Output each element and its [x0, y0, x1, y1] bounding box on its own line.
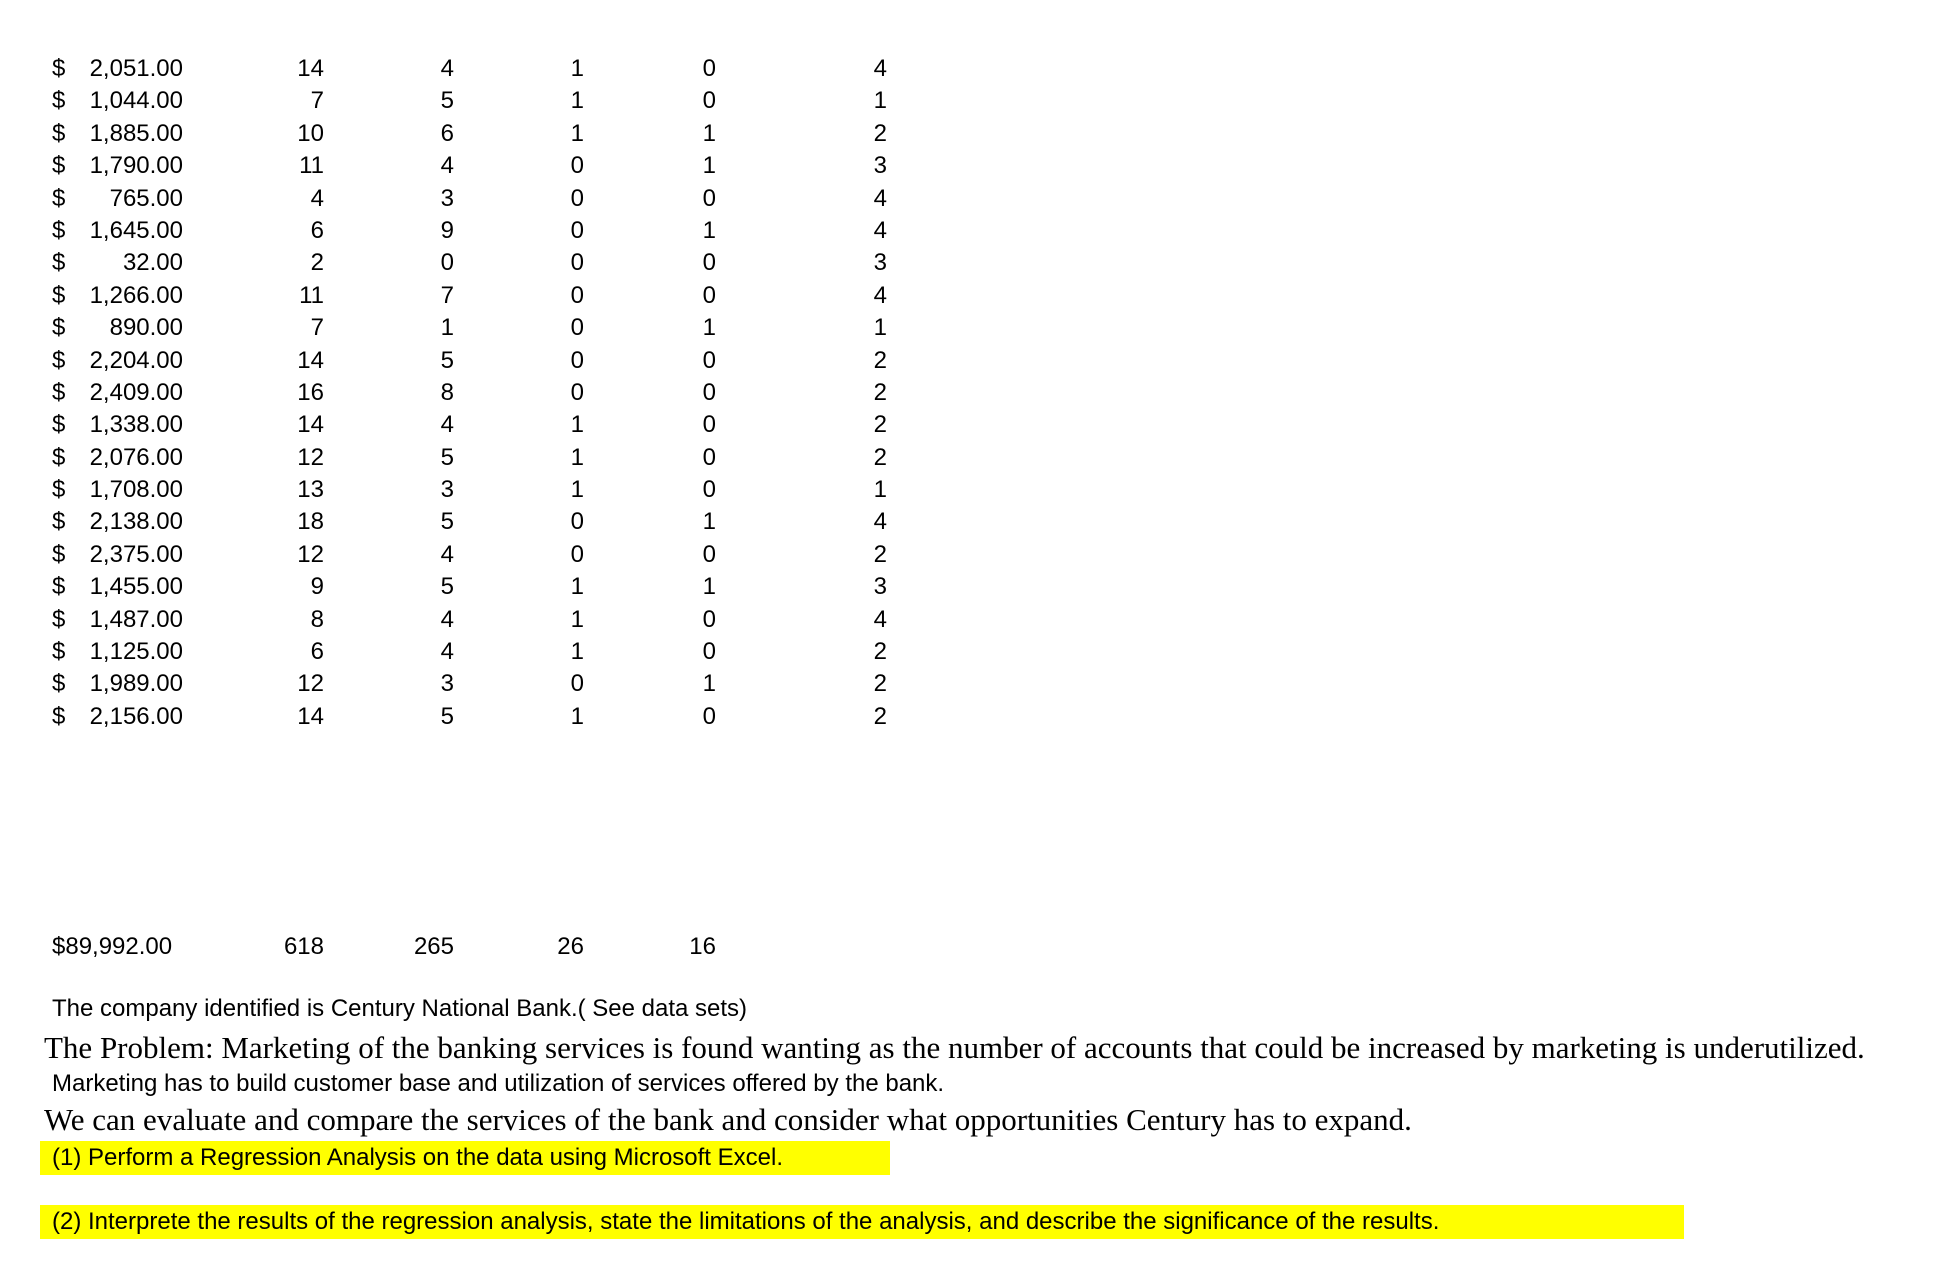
col-4-cell: 0 [702, 605, 716, 633]
col-5-cell: 3 [873, 573, 887, 601]
col-3-cell: 0 [570, 540, 584, 568]
col-3-cell: 1 [570, 573, 584, 601]
col-2-cell: 1 [440, 314, 454, 342]
col-2-cell: 5 [440, 508, 454, 536]
col-5-cell: 4 [873, 216, 887, 244]
amount-cell: 2,051.00 [89, 55, 183, 82]
dollar-sign: $ [52, 573, 66, 601]
col-3-cell: 0 [570, 346, 584, 374]
col-2-cell: 3 [440, 476, 454, 504]
col-4-cell: 1 [702, 119, 716, 147]
task-2-highlight [40, 1205, 1684, 1239]
col-4-cell: 0 [702, 87, 716, 115]
col-5-cell: 1 [873, 87, 887, 115]
dollar-sign: $ [52, 476, 66, 504]
col-3-cell: 0 [570, 249, 584, 277]
col-5-cell: 4 [873, 605, 887, 633]
col-2-cell: 4 [440, 638, 454, 666]
total-col-3: 26 [557, 933, 584, 960]
col-5-cell: 2 [873, 702, 887, 730]
col-1-cell: 14 [297, 702, 324, 730]
col-4-cell: 1 [702, 314, 716, 342]
col-1-cell: 16 [297, 378, 324, 406]
amount-cell: 32.00 [122, 249, 183, 277]
col-3-cell: 0 [570, 216, 584, 244]
col-1-cell: 18 [297, 508, 324, 536]
col-1-cell: 12 [297, 670, 324, 698]
col-1-cell: 13 [297, 476, 324, 504]
amount-cell: 1,645.00 [89, 216, 183, 244]
col-1-cell: 11 [299, 152, 324, 180]
col-2-cell: 6 [440, 119, 454, 147]
amount-cell: 1,125.00 [89, 638, 183, 666]
col-2-cell: 5 [440, 346, 454, 374]
col-2-cell: 3 [440, 184, 454, 212]
col-2-cell: 5 [440, 702, 454, 730]
col-2-cell: 5 [440, 573, 454, 601]
col-1-cell: 7 [310, 87, 324, 115]
col-3-cell: 1 [570, 605, 584, 633]
col-1-cell: 12 [297, 443, 324, 471]
col-1-cell: 11 [299, 281, 324, 309]
col-2-cell: 7 [440, 281, 454, 309]
col-3-cell: 0 [570, 152, 584, 180]
total-col-2: 265 [413, 933, 454, 960]
col-3-cell: 0 [570, 184, 584, 212]
dollar-sign: $ [52, 281, 66, 309]
col-4-cell: 0 [702, 184, 716, 212]
col-1-cell: 4 [310, 184, 324, 212]
col-3-cell: 1 [570, 411, 584, 439]
col-1-cell: 12 [297, 540, 324, 568]
task-2-text: (2) Interprete the results of the regression analysis, state the limitations of the analysis, and describe the significance of the results. [52, 1208, 1440, 1235]
col-3-cell: 1 [570, 119, 584, 147]
dollar-sign: $ [52, 508, 66, 536]
dollar-sign: $ [52, 411, 66, 439]
amount-cell: 1,338.00 [89, 411, 183, 439]
col-2-cell: 4 [440, 411, 454, 439]
col-5-cell: 2 [873, 346, 887, 374]
col-5-cell: 4 [873, 55, 887, 82]
col-5-cell: 2 [873, 119, 887, 147]
amount-cell: 1,455.00 [89, 573, 183, 601]
total-amount: $89,992.00 [52, 933, 173, 960]
col-4-cell: 0 [702, 638, 716, 666]
col-4-cell: 0 [702, 55, 716, 82]
col-5-cell: 3 [873, 152, 887, 180]
dollar-sign: $ [52, 152, 66, 180]
col-5-cell: 2 [873, 378, 887, 406]
amount-cell: 2,156.00 [89, 702, 183, 730]
dollar-sign: $ [52, 346, 66, 374]
col-4-cell: 0 [702, 378, 716, 406]
dollar-sign: $ [52, 119, 66, 147]
col-4-cell: 0 [702, 281, 716, 309]
dollar-sign: $ [52, 605, 66, 633]
col-5-cell: 2 [873, 638, 887, 666]
col-3-cell: 1 [570, 55, 584, 82]
col-1-cell: 14 [297, 411, 324, 439]
col-3-cell: 1 [570, 702, 584, 730]
amount-cell: 1,790.00 [89, 152, 183, 180]
dollar-sign: $ [52, 216, 66, 244]
dollar-sign: $ [52, 314, 66, 342]
col-3-cell: 0 [570, 281, 584, 309]
col-4-cell: 0 [702, 346, 716, 374]
col-2-cell: 5 [440, 87, 454, 115]
col-1-cell: 8 [310, 605, 324, 633]
col-4-cell: 0 [702, 249, 716, 277]
evaluate-statement: We can evaluate and compare the services of the bank and consider what opportunities Century has to expand. [44, 1102, 1412, 1137]
amount-cell: 2,375.00 [89, 540, 183, 568]
dollar-sign: $ [52, 87, 66, 115]
problem-statement: The Problem: Marketing of the banking services is found wanting as the number of accounts that could be increased by marketing is underutilized. [44, 1030, 1865, 1065]
col-4-cell: 0 [702, 476, 716, 504]
col-5-cell: 2 [873, 411, 887, 439]
dollar-sign: $ [52, 249, 66, 277]
task-1-text: (1) Perform a Regression Analysis on the data using Microsoft Excel. [52, 1144, 783, 1171]
dollar-sign: $ [52, 670, 66, 698]
col-1-cell: 14 [297, 55, 324, 82]
amount-cell: 2,138.00 [89, 508, 183, 536]
amount-cell: 890.00 [109, 314, 183, 342]
col-2-cell: 5 [440, 443, 454, 471]
col-1-cell: 2 [310, 249, 324, 277]
dollar-sign: $ [52, 184, 66, 212]
col-5-cell: 1 [873, 314, 887, 342]
col-5-cell: 2 [873, 670, 887, 698]
col-2-cell: 9 [440, 216, 454, 244]
col-1-cell: 14 [297, 346, 324, 374]
dollar-sign: $ [52, 638, 66, 666]
col-5-cell: 4 [873, 281, 887, 309]
total-col-1: 618 [283, 933, 324, 960]
col-2-cell: 4 [440, 605, 454, 633]
col-3-cell: 1 [570, 638, 584, 666]
col-2-cell: 3 [440, 670, 454, 698]
amount-cell: 1,044.00 [89, 87, 183, 115]
col-2-cell: 4 [440, 152, 454, 180]
dollar-sign: $ [52, 55, 66, 82]
col-4-cell: 0 [702, 702, 716, 730]
col-1-cell: 7 [310, 314, 324, 342]
col-3-cell: 0 [570, 670, 584, 698]
col-3-cell: 0 [570, 378, 584, 406]
dollar-sign: $ [52, 443, 66, 471]
dollar-sign: $ [52, 378, 66, 406]
col-2-cell: 8 [440, 378, 454, 406]
col-1-cell: 10 [297, 119, 324, 147]
col-5-cell: 1 [873, 476, 887, 504]
col-4-cell: 0 [702, 443, 716, 471]
col-4-cell: 1 [702, 216, 716, 244]
col-4-cell: 0 [702, 411, 716, 439]
col-4-cell: 1 [702, 670, 716, 698]
total-col-4: 16 [689, 933, 716, 960]
col-4-cell: 1 [702, 508, 716, 536]
task-1-highlight [40, 1141, 890, 1175]
col-1-cell: 9 [310, 573, 324, 601]
col-1-cell: 6 [310, 216, 324, 244]
col-3-cell: 1 [570, 476, 584, 504]
amount-cell: 1,989.00 [89, 670, 183, 698]
col-4-cell: 0 [702, 540, 716, 568]
col-5-cell: 4 [873, 184, 887, 212]
col-4-cell: 1 [702, 573, 716, 601]
amount-cell: 1,885.00 [89, 119, 183, 147]
dollar-sign: $ [52, 540, 66, 568]
amount-cell: 1,266.00 [89, 281, 183, 309]
company-statement: The company identified is Century National Bank.( See data sets) [52, 995, 748, 1022]
col-2-cell: 4 [440, 55, 454, 82]
col-5-cell: 2 [873, 443, 887, 471]
amount-cell: 2,204.00 [89, 346, 183, 374]
amount-cell: 1,487.00 [89, 605, 183, 633]
col-4-cell: 1 [702, 152, 716, 180]
col-3-cell: 1 [570, 87, 584, 115]
totals-row [0, 930, 1946, 964]
col-5-cell: 3 [873, 249, 887, 277]
col-5-cell: 2 [873, 540, 887, 568]
col-2-cell: 4 [440, 540, 454, 568]
col-5-cell: 4 [873, 508, 887, 536]
col-3-cell: 0 [570, 314, 584, 342]
dollar-sign: $ [52, 702, 66, 730]
amount-cell: 765.00 [109, 184, 183, 212]
col-1-cell: 6 [310, 638, 324, 666]
amount-cell: 2,409.00 [89, 378, 183, 406]
col-2-cell: 0 [440, 249, 454, 277]
amount-cell: 1,708.00 [89, 476, 183, 504]
amount-cell: 2,076.00 [89, 443, 183, 471]
marketing-statement: Marketing has to build customer base and utilization of services offered by the bank. [52, 1070, 945, 1097]
col-3-cell: 1 [570, 443, 584, 471]
col-3-cell: 0 [570, 508, 584, 536]
